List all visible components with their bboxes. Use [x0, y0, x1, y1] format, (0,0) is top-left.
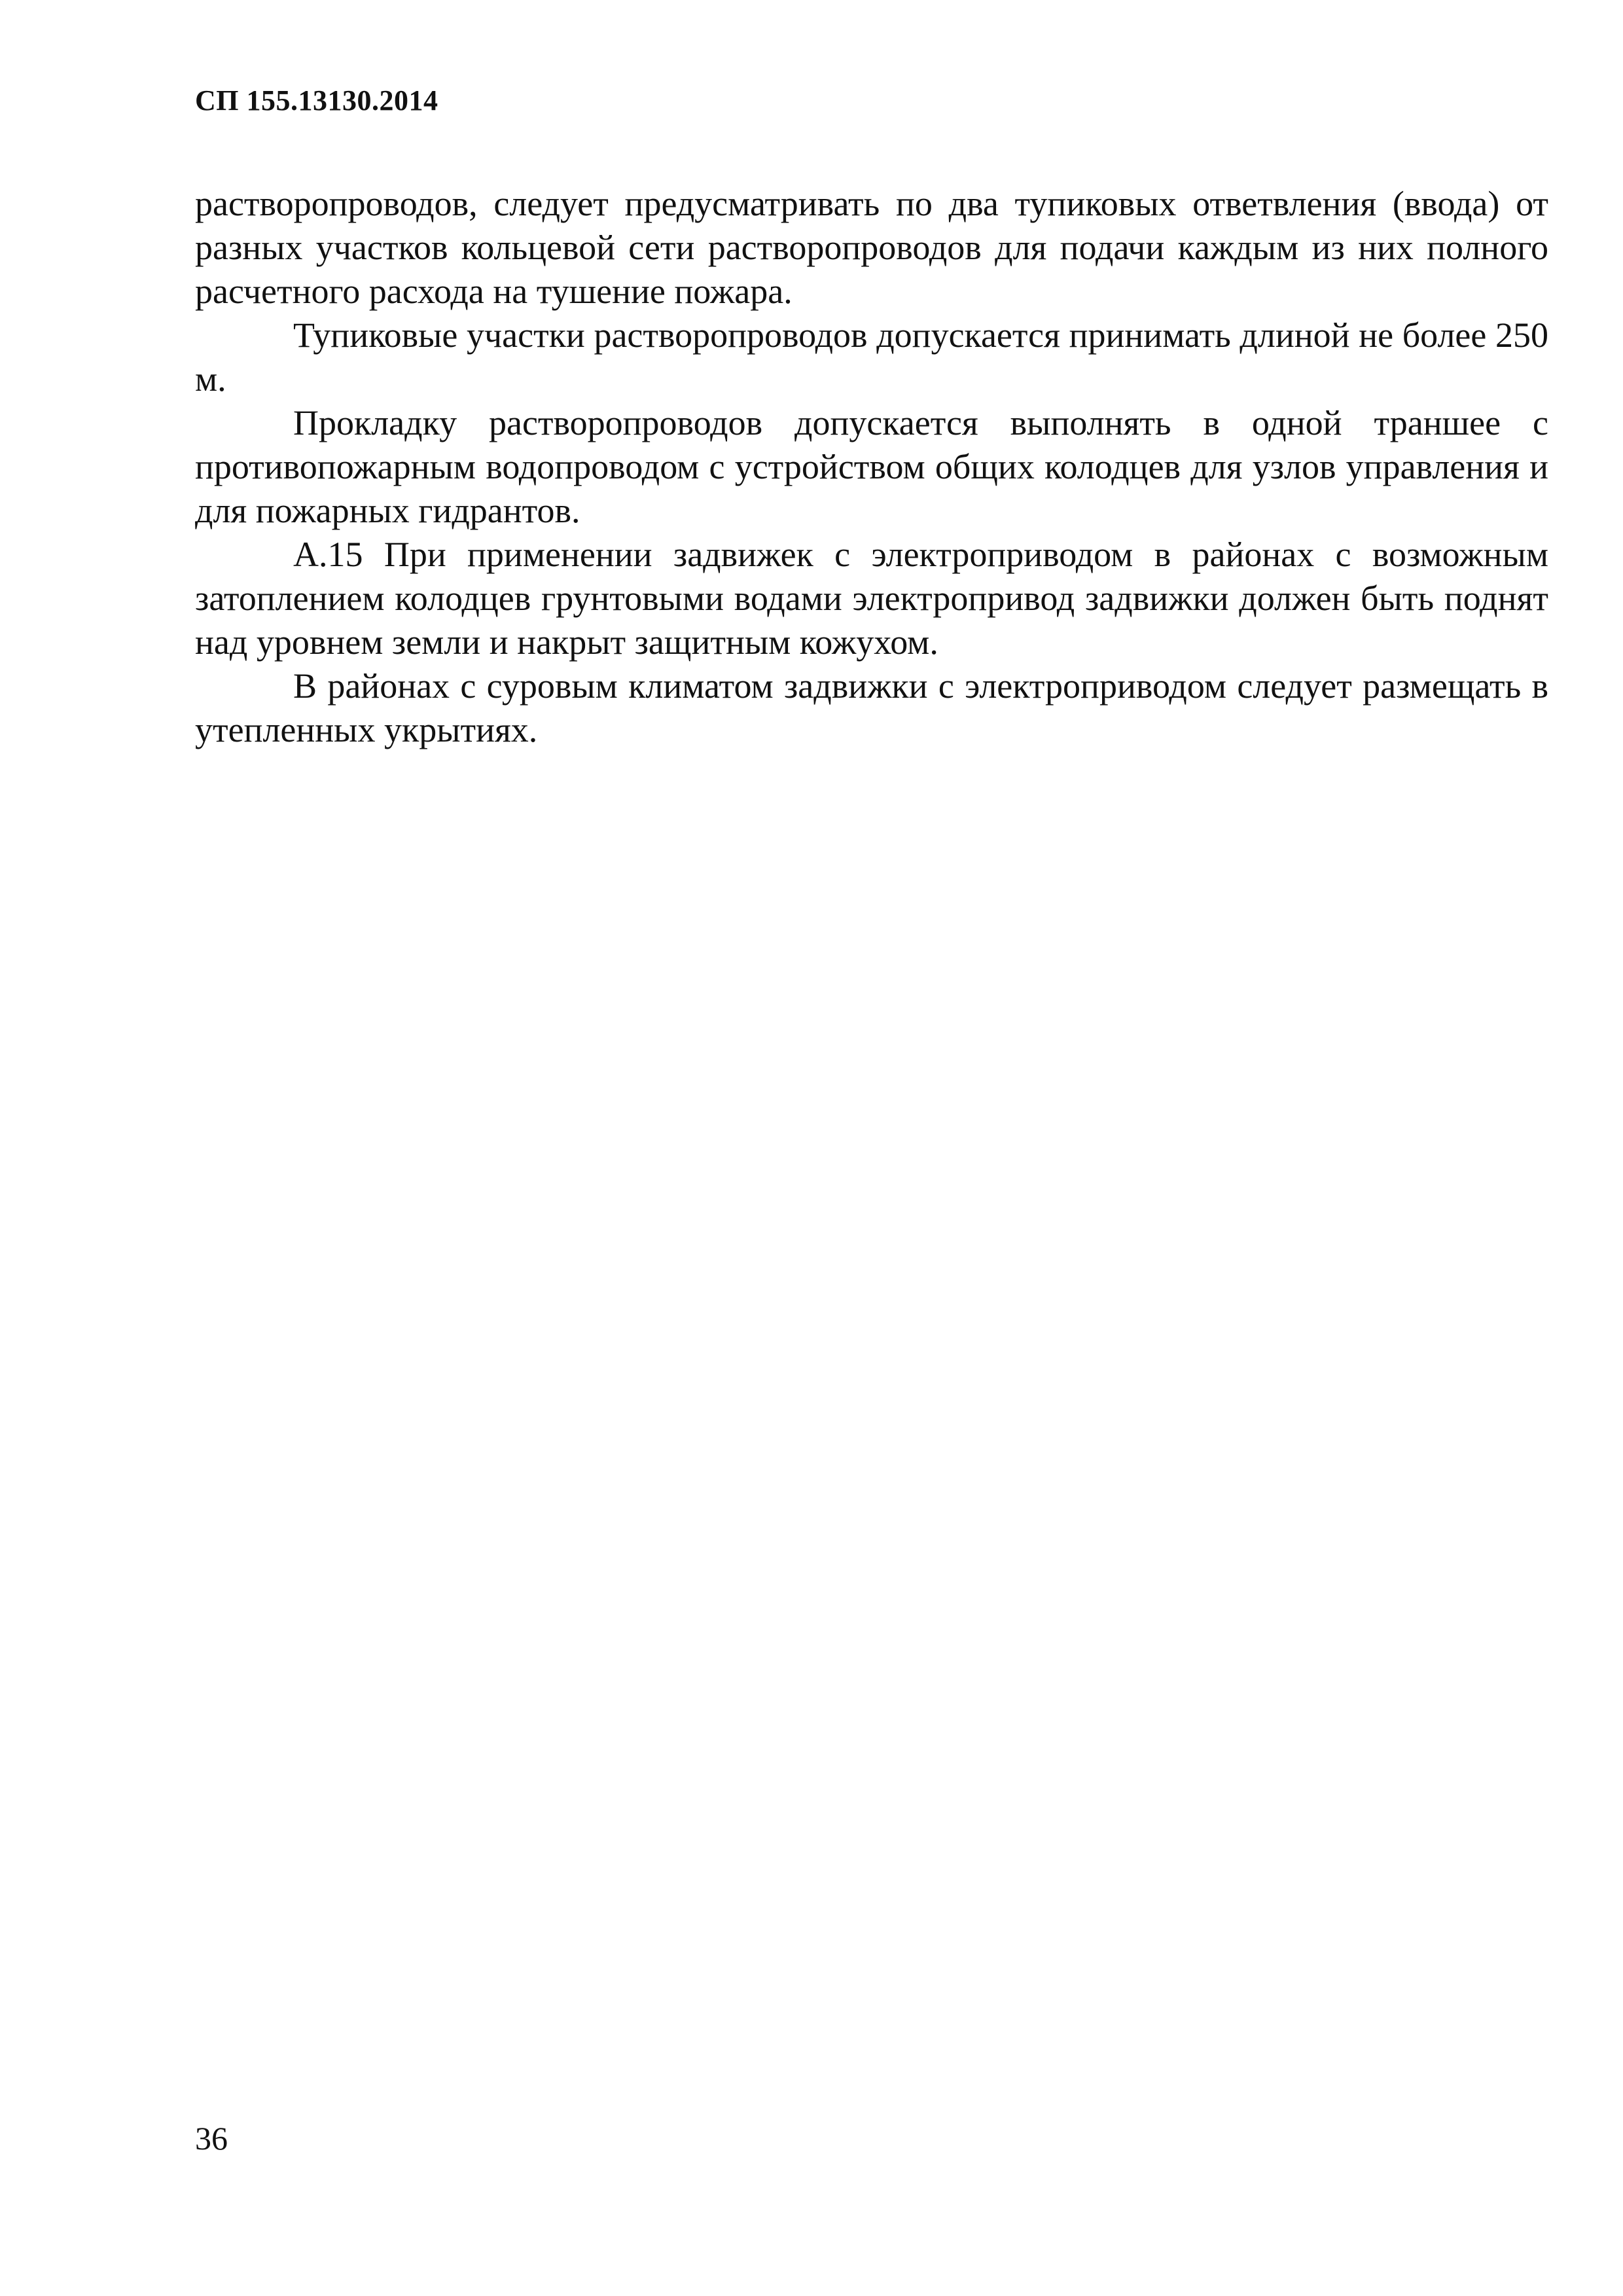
page-number: 36	[195, 2120, 228, 2157]
document-code-header: СП 155.13130.2014	[195, 84, 438, 117]
paragraph-clause-a15: А.15 При применении задвижек с электроприводом в районах с возможным затоплением колодцев грунтовыми водами электропривод задвижки должен быть поднят над уровнем земли и накрыт защитным кожухом.	[195, 535, 1548, 662]
paragraph-dead-end-sections: Тупиковые участки растворопроводов допускается принимать длиной не более 250 м.	[195, 315, 1548, 399]
document-body	[195, 182, 1548, 752]
paragraph-pipe-laying: Прокладку растворопроводов допускается выполнять в одной траншее с противопожарным водопроводом с устройством общих колодцев для узлов управления и для пожарных гидрантов.	[195, 403, 1548, 530]
paragraph-severe-climate: В районах с суровым климатом задвижки с электроприводом следует размещать в утепленных укрытиях.	[195, 666, 1548, 749]
paragraph-continuation: растворопроводов, следует предусматривать по два тупиковых ответвления (ввода) от разных участков кольцевой сети растворопроводов для подачи каждым из них полного расчетного расхода на тушение пожара.	[195, 184, 1548, 311]
